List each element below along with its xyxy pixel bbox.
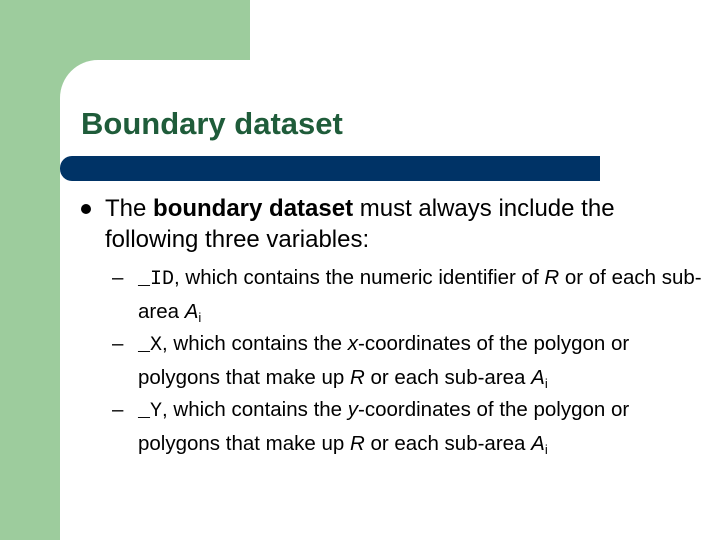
sub-italic: A <box>184 300 199 323</box>
sub-bullet-list <box>112 262 702 460</box>
sub-italic: R <box>349 366 365 389</box>
sub-text: -coordinates of the polygon or polygons that make up <box>138 398 630 455</box>
sub-text: , which contains the <box>162 332 348 355</box>
sub-bullet-y <box>112 394 702 460</box>
sub-bullet-x <box>112 328 702 394</box>
sub-italic: R <box>544 266 560 289</box>
main-bullet-part1: The <box>105 195 154 222</box>
sub-italic: A <box>531 432 545 455</box>
sub-text: or of each sub-area <box>138 266 702 323</box>
variable-code: _Y <box>138 400 163 423</box>
bullet-dot-icon <box>81 204 91 214</box>
dash-icon: – <box>112 266 124 289</box>
subscript: i <box>544 442 548 457</box>
sub-text: , which contains the numeric identifier of <box>174 266 545 289</box>
variable-code: _ID <box>138 268 175 291</box>
sub-text: -coordinates of the polygon or polygons that make up <box>138 332 630 389</box>
green-frame-left <box>0 0 60 540</box>
sub-italic: A <box>531 366 545 389</box>
main-bullet-part2: must always include the following three variables: <box>105 195 615 253</box>
subscript: i <box>198 310 202 325</box>
subscript: i <box>544 376 548 391</box>
main-bullet-bold: boundary dataset <box>153 195 354 222</box>
main-bullet-text <box>105 193 695 255</box>
sub-bullet-id <box>112 262 702 328</box>
sub-text: or each sub-area <box>364 366 532 389</box>
title-underline-bar <box>60 156 600 181</box>
dash-icon: – <box>112 398 124 421</box>
slide-title: Boundary dataset <box>81 106 343 141</box>
sub-text: , which contains the <box>162 398 348 421</box>
sub-italic: y <box>347 398 359 421</box>
sub-italic: x <box>347 332 359 355</box>
sub-text: or each sub-area <box>364 432 532 455</box>
variable-code: _X <box>138 334 163 357</box>
sub-italic: R <box>349 432 365 455</box>
dash-icon: – <box>112 332 124 355</box>
